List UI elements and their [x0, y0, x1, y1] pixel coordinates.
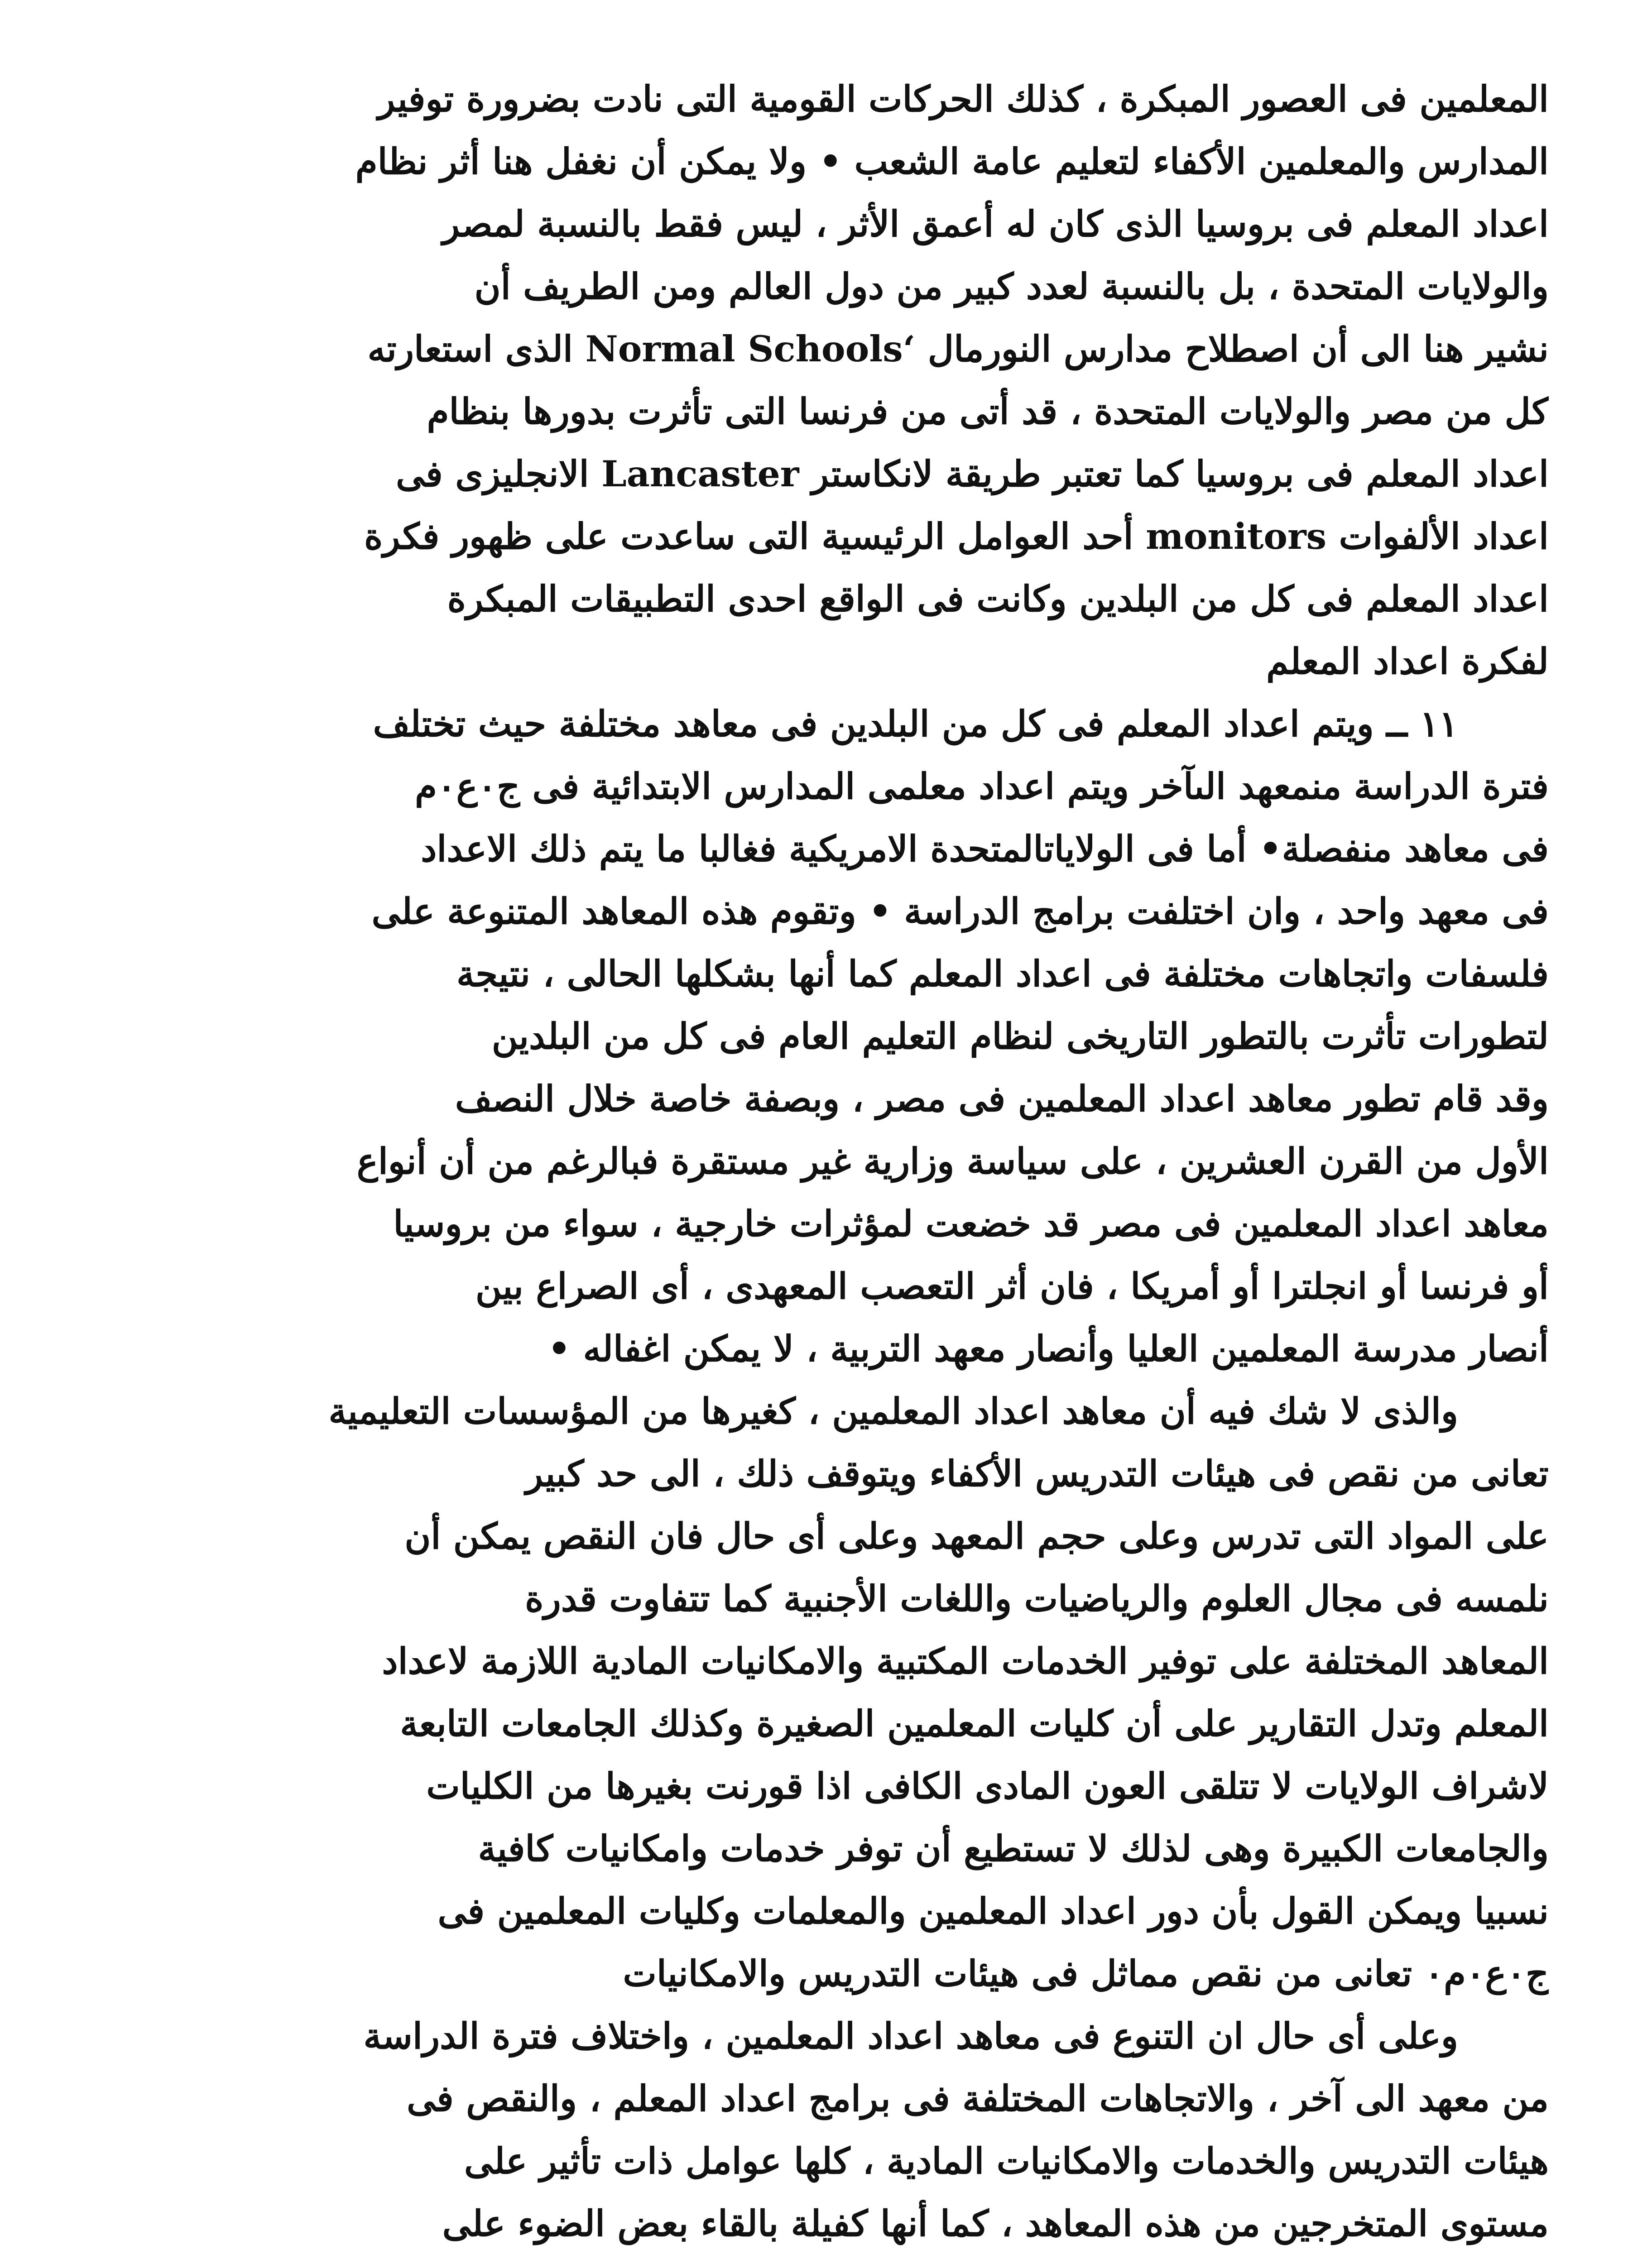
text-line: المعلمين فى العصور المبكرة ، كذلك الحركات القومية التى نادت بضرورة توفير [378, 78, 1549, 120]
text-line: معاهد اعداد المعلمين فى مصر قد خضعت لمؤثرات خارجية ، سواء من بروسيا [393, 1203, 1549, 1245]
text-line: نلمسه فى مجال العلوم والرياضيات واللغات الأجنبية كما تتفاوت قدرة [525, 1578, 1549, 1620]
text-line: نشير هنا الى أن اصطلاح مدارس النورمال ‘Normal Schools الذى استعارته [367, 328, 1549, 370]
text-line: لتطورات تأثرت بالتطور التاريخى لنظام التعليم العام فى كل من البلدين [491, 1015, 1549, 1057]
text-line: لاشراف الولايات لا تتلقى العون المادى الكافى اذا قورنت بغيرها من الكليات [426, 1765, 1549, 1807]
text-line: الأول من القرن العشرين ، على سياسة وزارية غير مستقرة فبالرغم من أن أنواع [356, 1140, 1549, 1182]
text-line: المعلم وتدل التقارير على أن كليات المعلمين الصغيرة وكذلك الجامعات التابعة [400, 1703, 1549, 1745]
text-line: والجامعات الكبيرة وهى لذلك لا تستطيع أن توفر خدمات وامكانيات كافية [478, 1828, 1549, 1870]
text-line: والذى لا شك فيه أن معاهد اعداد المعلمين ، كغيرها من المؤسسات التعليمية [328, 1390, 1458, 1432]
text-line: المدارس والمعلمين الأكفاء لتعليم عامة الشعب • ولا يمكن أن نغفل هنا أثر نظام [355, 140, 1549, 182]
text-line: كل من مصر والولايات المتحدة ، قد أتى من فرنسا التى تأثرت بدورها بنظام [427, 390, 1549, 432]
text-line: فى معاهد منفصلة• أما فى الولاياتالمتحدة الامريكية فغالبا ما يتم ذلك الاعداد [421, 828, 1549, 870]
text-line: وعلى أى حال ان التنوع فى معاهد اعداد المعلمين ، واختلاف فترة الدراسة [363, 2015, 1458, 2057]
text-line: مستوى المتخرجين من هذه المعاهد ، كما أنها كفيلة بالقاء بعض الضوء على [442, 2202, 1549, 2245]
text-line: اعداد المعلم فى بروسيا الذى كان له أعمق الأثر ، ليس فقط بالنسبة لمصر [442, 203, 1549, 245]
text-line: فلسفات واتجاهات مختلفة فى اعداد المعلم كما أنها بشكلها الحالى ، نتيجة [456, 953, 1549, 995]
page-body [109, 68, 1549, 2264]
text-line: هيئات التدريس والخدمات والامكانيات المادية ، كلها عوامل ذات تأثير على [464, 2140, 1549, 2182]
paragraph-3 [109, 1380, 1549, 2005]
text-line: ج٠ع٠م٠ تعانى من نقص مماثل فى هيئات التدريس والامكانيات [623, 1952, 1549, 1995]
text-line: لفكرة اعداد المعلم [1266, 640, 1549, 682]
paragraph-1 [109, 68, 1549, 693]
text-line: اعداد المعلم فى بروسيا كما تعتبر طريقة لانكاستر Lancaster الانجليزى فى [396, 453, 1549, 495]
text-line: من معهد الى آخر ، والاتجاهات المختلفة فى برامج اعداد المعلم ، والنقص فى [407, 2077, 1549, 2120]
text-line: اعداد المعلم فى كل من البلدين وكانت فى الواقع احدى التطبيقات المبكرة [447, 578, 1549, 620]
text-line: أنصار مدرسة المعلمين العليا وأنصار معهد التربية ، لا يمكن اغفاله • [547, 1328, 1549, 1370]
text-line: اعداد الألفوات monitors أحد العوامل الرئيسية التى ساعدت على ظهور فكرة [364, 515, 1549, 557]
text-line: نسبيا ويمكن القول بأن دور اعداد المعلمين والمعلمات وكليات المعلمين فى [437, 1890, 1549, 1932]
text-line: والولايات المتحدة ، بل بالنسبة لعدد كبير من دول العالم ومن الطريف أن [474, 265, 1549, 307]
text-line: ١١ ــ ويتم اعداد المعلم فى كل من البلدين فى معاهد مختلفة حيث تختلف [373, 703, 1458, 745]
text-line: أو فرنسا أو انجلترا أو أمريكا ، فان أثر التعصب المعهدى ، أى الصراع بين [475, 1265, 1549, 1307]
text-line: على المواد التى تدرس وعلى حجم المعهد وعلى أى حال فان النقص يمكن أن [404, 1515, 1549, 1557]
text-line: وقد قام تطور معاهد اعداد المعلمين فى مصر ، وبصفة خاصة خلال النصف [455, 1078, 1549, 1120]
paragraph-2 [109, 693, 1549, 1380]
text-line: فى معهد واحد ، وان اختلفت برامج الدراسة • وتقوم هذه المعاهد المتنوعة على [371, 890, 1549, 932]
text-line: فترة الدراسة منمعهد الىآخر ويتم اعداد معلمى المدارس الابتدائية فى ج٠ع٠م [415, 765, 1549, 807]
text-line: المعاهد المختلفة على توفير الخدمات المكتبية والامكانيات المادية اللازمة لاعداد [382, 1640, 1549, 1682]
text-line: تعانى من نقص فى هيئات التدريس الأكفاء ويتوقف ذلك ، الى حد كبير [525, 1453, 1549, 1495]
paragraph-4 [109, 2005, 1549, 2264]
text-line [109, 2255, 1549, 2264]
